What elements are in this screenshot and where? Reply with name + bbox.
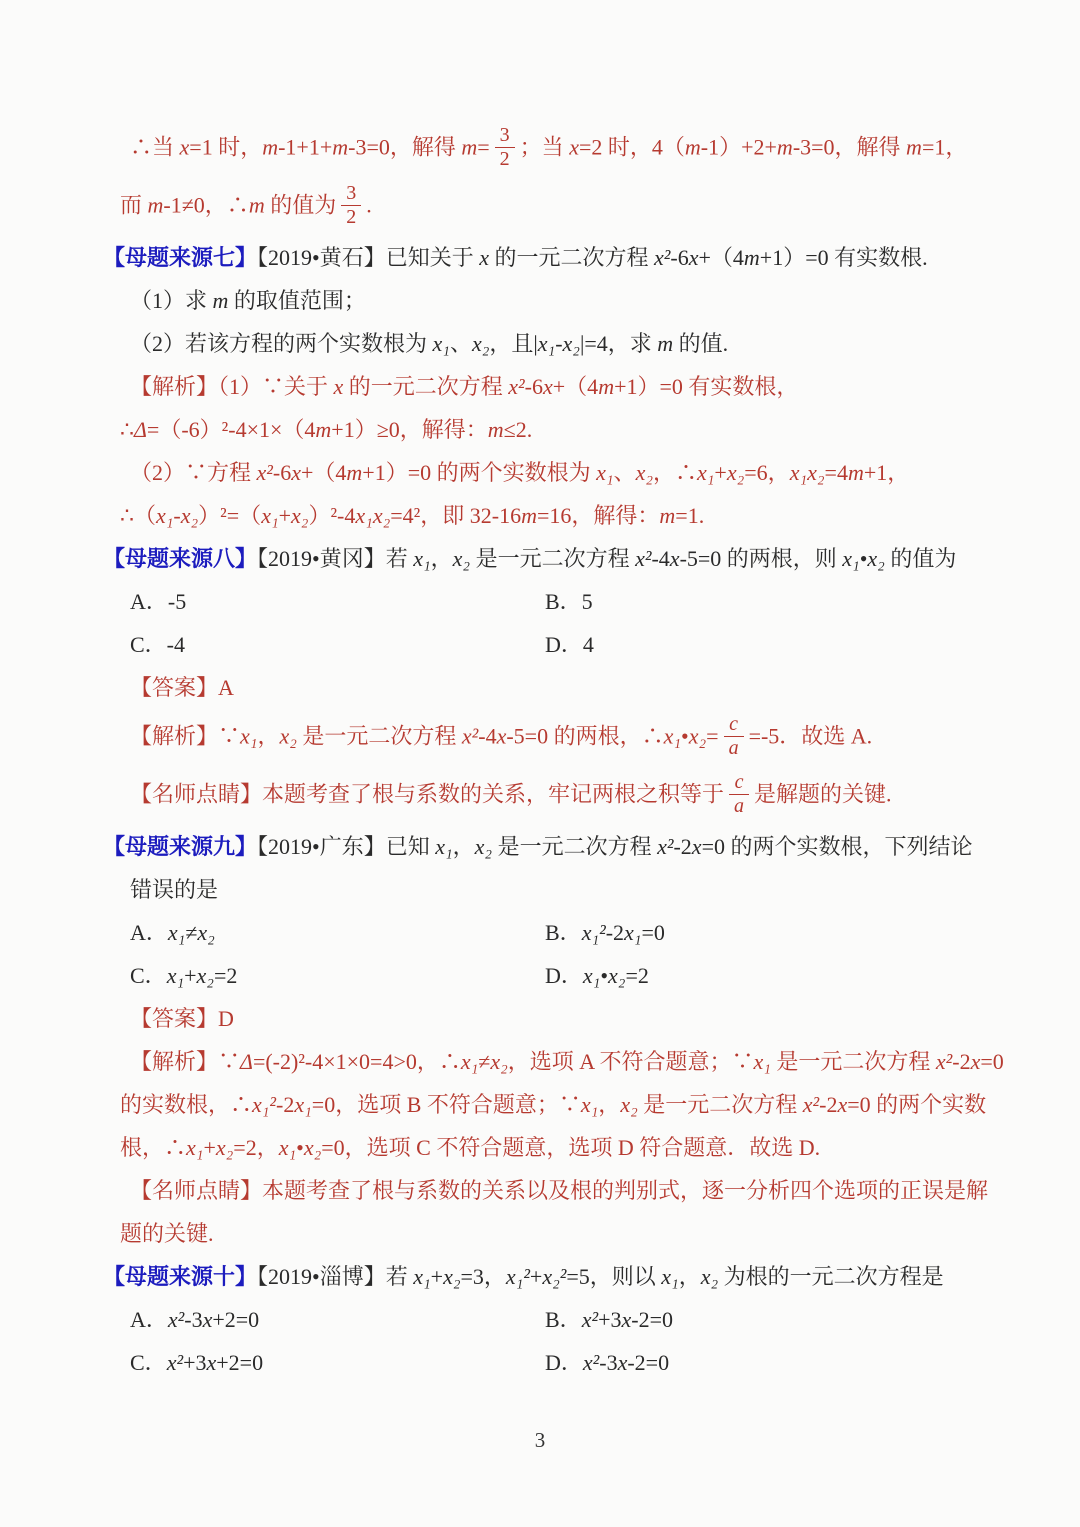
- text-run: 【解析】∵x₁，x₂ 是一元二次方程 x²-4x-5=0 的两根，∴x₁•x₂=: [130, 723, 719, 749]
- solution-line: [103, 124, 990, 172]
- fraction: $\frac{c}{a}$: [729, 772, 749, 817]
- option-c: C．x₁+x₂=2: [130, 963, 238, 988]
- text-run: 【2019•黄石】已知关于 x 的一元二次方程 x²-6x+（4m+1）=0 有实数根.: [257, 245, 928, 270]
- analysis-line: [103, 1133, 990, 1163]
- text-run: 【名师点睛】本题考查了根与系数的关系以及根的判别式，逐一分析四个选项的正误是解: [130, 1178, 989, 1203]
- teacher-note-line: [103, 1219, 990, 1249]
- option-b: B．x²+3x-2=0: [545, 1307, 673, 1332]
- text-run: 【名师点睛】本题考查了根与系数的关系，牢记两根之积等于: [130, 781, 725, 807]
- text-run: .: [366, 192, 372, 218]
- text-run: 题的关键.: [120, 1221, 214, 1246]
- problem-part: [103, 329, 990, 359]
- analysis-line: [103, 1047, 1004, 1077]
- text-run: 【2019•淄博】若 x₁+x₂=3，x₁²+x₂²=5，则以 x₁，x₂ 为根的一元二次方程是: [257, 1264, 944, 1289]
- text-run: 【答案】A: [130, 675, 234, 700]
- option-a: A．x₁≠x₂: [130, 920, 215, 945]
- text-run: 的实数根，∴x₁²-2x₁=0，选项 B 不符合题意；∵x₁，x₂ 是一元二次方程 x²-2x=0 的两个实数: [120, 1092, 987, 1117]
- problem-header: [103, 832, 990, 862]
- document-body: [103, 124, 1004, 1391]
- option-b: B．5: [545, 589, 593, 614]
- page-number: 3: [534, 1428, 546, 1452]
- analysis-line: [103, 1090, 990, 1120]
- fraction: $\frac{c}{a}$: [724, 714, 744, 759]
- text-run: ∴（x₁-x₂）²=（x₁+x₂）²-4x₁x₂=4²，即 32-16m=16，解得：m=1.: [120, 503, 705, 528]
- options-row: [103, 961, 990, 991]
- text-run: 根，∴x₁+x₂=2，x₁•x₂=0，选项 C 不符合题意，选项 D 符合题意．故选 D.: [120, 1135, 821, 1160]
- text-run: ∴Δ=（-6）²-4×1×（4m+1）≥0，解得：m≤2.: [120, 417, 533, 442]
- analysis-line: [103, 372, 990, 402]
- problem-part: [103, 286, 990, 316]
- text-run: 错误的是: [130, 877, 219, 902]
- options-row: [103, 1348, 990, 1378]
- source-tag: 【母题来源七】: [103, 245, 258, 270]
- text-run: （1）求 m 的取值范围；: [130, 288, 366, 313]
- option-c: C．x²+3x+2=0: [130, 1350, 264, 1375]
- text-run: 【答案】D: [130, 1006, 234, 1031]
- text-run: （2）∵方程 x²-6x+（4m+1）=0 的两个实数根为 x₁、x₂，∴x₁+x₂=6，x₁x₂=4m+1，: [130, 460, 910, 485]
- problem-header: [103, 544, 990, 574]
- teacher-note-line: [103, 771, 990, 819]
- text-run: 而 m-1≠0，∴m 的值为: [120, 192, 337, 218]
- option-b: B．x₁²-2x₁=0: [545, 920, 665, 945]
- text-run: 【2019•黄冈】若 x₁，x₂ 是一元二次方程 x²-4x-5=0 的两根，则 x₁•x₂ 的值为: [257, 546, 957, 571]
- options-row: [103, 918, 990, 948]
- options-row: [103, 1305, 990, 1335]
- analysis-line: [103, 458, 990, 488]
- options-row: [103, 587, 990, 617]
- option-a: A．-5: [130, 589, 187, 614]
- option-d: D．4: [545, 632, 594, 657]
- text-run: =-5．故选 A.: [748, 723, 873, 749]
- analysis-line: [103, 501, 990, 531]
- text-run: 【解析】∵Δ=(-2)²-4×1×0=4>0，∴x₁≠x₂，选项 A 不符合题意；∵x₁ 是一元二次方程 x²-2x=0: [130, 1049, 1004, 1074]
- option-c: C．-4: [130, 632, 186, 657]
- text-run: ∴当 x=1 时，m-1+1+m-3=0，解得 m=: [130, 134, 490, 160]
- problem-header: [103, 1262, 990, 1292]
- text-run: 是解题的关键.: [754, 781, 892, 807]
- option-d: D．x²-3x-2=0: [545, 1350, 670, 1375]
- problem-text: [103, 875, 990, 905]
- text-run: 【解析】（1）∵关于 x 的一元二次方程 x²-6x+（4m+1）=0 有实数根，: [130, 374, 799, 399]
- options-row: [103, 630, 990, 660]
- analysis-line: [103, 713, 990, 761]
- text-run: （2）若该方程的两个实数根为 x₁、x₂，且|x₁-x₂|=4，求 m 的值.: [130, 331, 729, 356]
- source-tag: 【母题来源十】: [103, 1264, 258, 1289]
- fraction: $\frac{3}{2}$: [341, 183, 361, 228]
- option-a: A．x²-3x+2=0: [130, 1307, 260, 1332]
- answer-line: [103, 673, 990, 703]
- text-run: ；当 x=2 时，4（m-1）+2+m-3=0，解得 m=1，: [519, 134, 968, 160]
- text-run: 【2019•广东】已知 x₁，x₂ 是一元二次方程 x²-2x=0 的两个实数根，下列结论: [257, 834, 973, 859]
- fraction: $\frac{3}{2}$: [495, 125, 515, 170]
- solution-line: [103, 182, 990, 230]
- teacher-note-line: [103, 1176, 990, 1206]
- problem-header: [103, 243, 990, 273]
- analysis-line: [103, 415, 990, 445]
- option-d: D．x₁•x₂=2: [545, 963, 649, 988]
- source-tag: 【母题来源九】: [103, 834, 258, 859]
- source-tag: 【母题来源八】: [103, 546, 258, 571]
- answer-line: [103, 1004, 990, 1034]
